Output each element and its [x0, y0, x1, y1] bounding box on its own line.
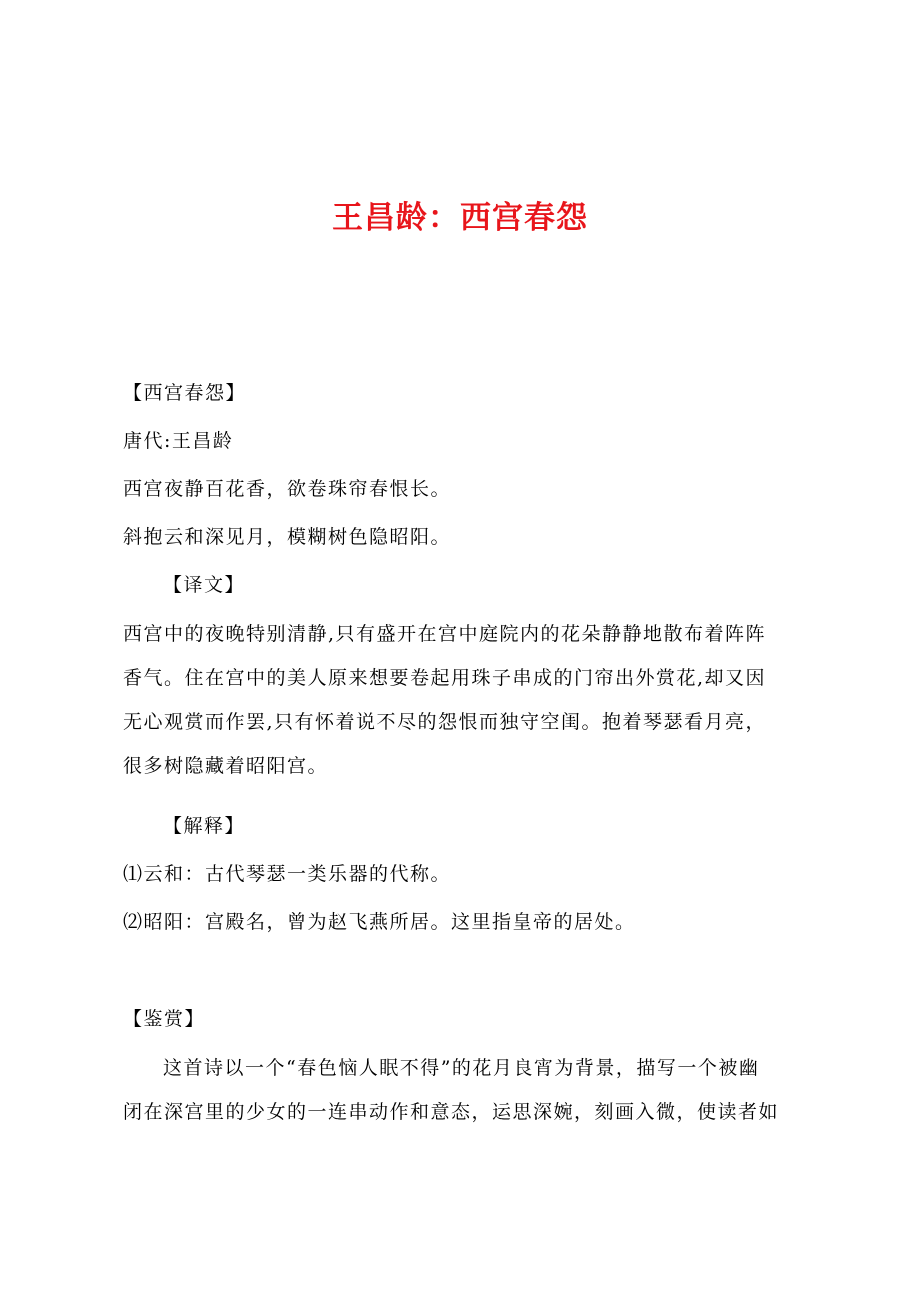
- translation-paragraph: [123, 612, 803, 788]
- translation-row: 无心观赏而作罢,只有怀着说不尽的怨恨而独守空闺。抱着琴瑟看月亮，: [123, 711, 767, 733]
- appreciation-row: 闭在深宫里的少女的一连串动作和意态，运思深婉，刻画入微，使读者如: [123, 1101, 780, 1123]
- appreciation-heading: 【鉴赏】: [123, 1008, 206, 1030]
- note-item-1: ⑴云和：古代琴瑟一类乐器的代称。: [123, 863, 452, 885]
- translation-row: 很多树隐藏着昭阳宫。: [123, 755, 329, 777]
- note-item-2: ⑵昭阳：宫殿名，曾为赵飞燕所居。这里指皇帝的居处。: [123, 911, 636, 933]
- notes-heading: 【解释】: [163, 815, 246, 837]
- appreciation-paragraph: [123, 1046, 803, 1134]
- page-title: 王昌龄：西宫春怨: [332, 200, 588, 236]
- poem-line-2: 斜抱云和深见月，模糊树色隐昭阳。: [123, 526, 452, 548]
- poem-line-1: 西宫夜静百花香，欲卷珠帘春恨长。: [123, 478, 452, 500]
- poem-author: 唐代:王昌龄: [123, 430, 234, 452]
- translation-row: 西宫中的夜晚特别清静,只有盛开在宫中庭院内的花朵静静地散布着阵阵: [123, 623, 767, 645]
- translation-heading: 【译文】: [163, 574, 246, 596]
- translation-row: 香气。住在宫中的美人原来想要卷起用珠子串成的门帘出外赏花,却又因: [123, 667, 767, 689]
- appreciation-row: 这首诗以一个“春色恼人眠不得”的花月良宵为背景，描写一个被幽: [163, 1057, 760, 1079]
- poem-heading: 【西宫春怨】: [123, 382, 247, 404]
